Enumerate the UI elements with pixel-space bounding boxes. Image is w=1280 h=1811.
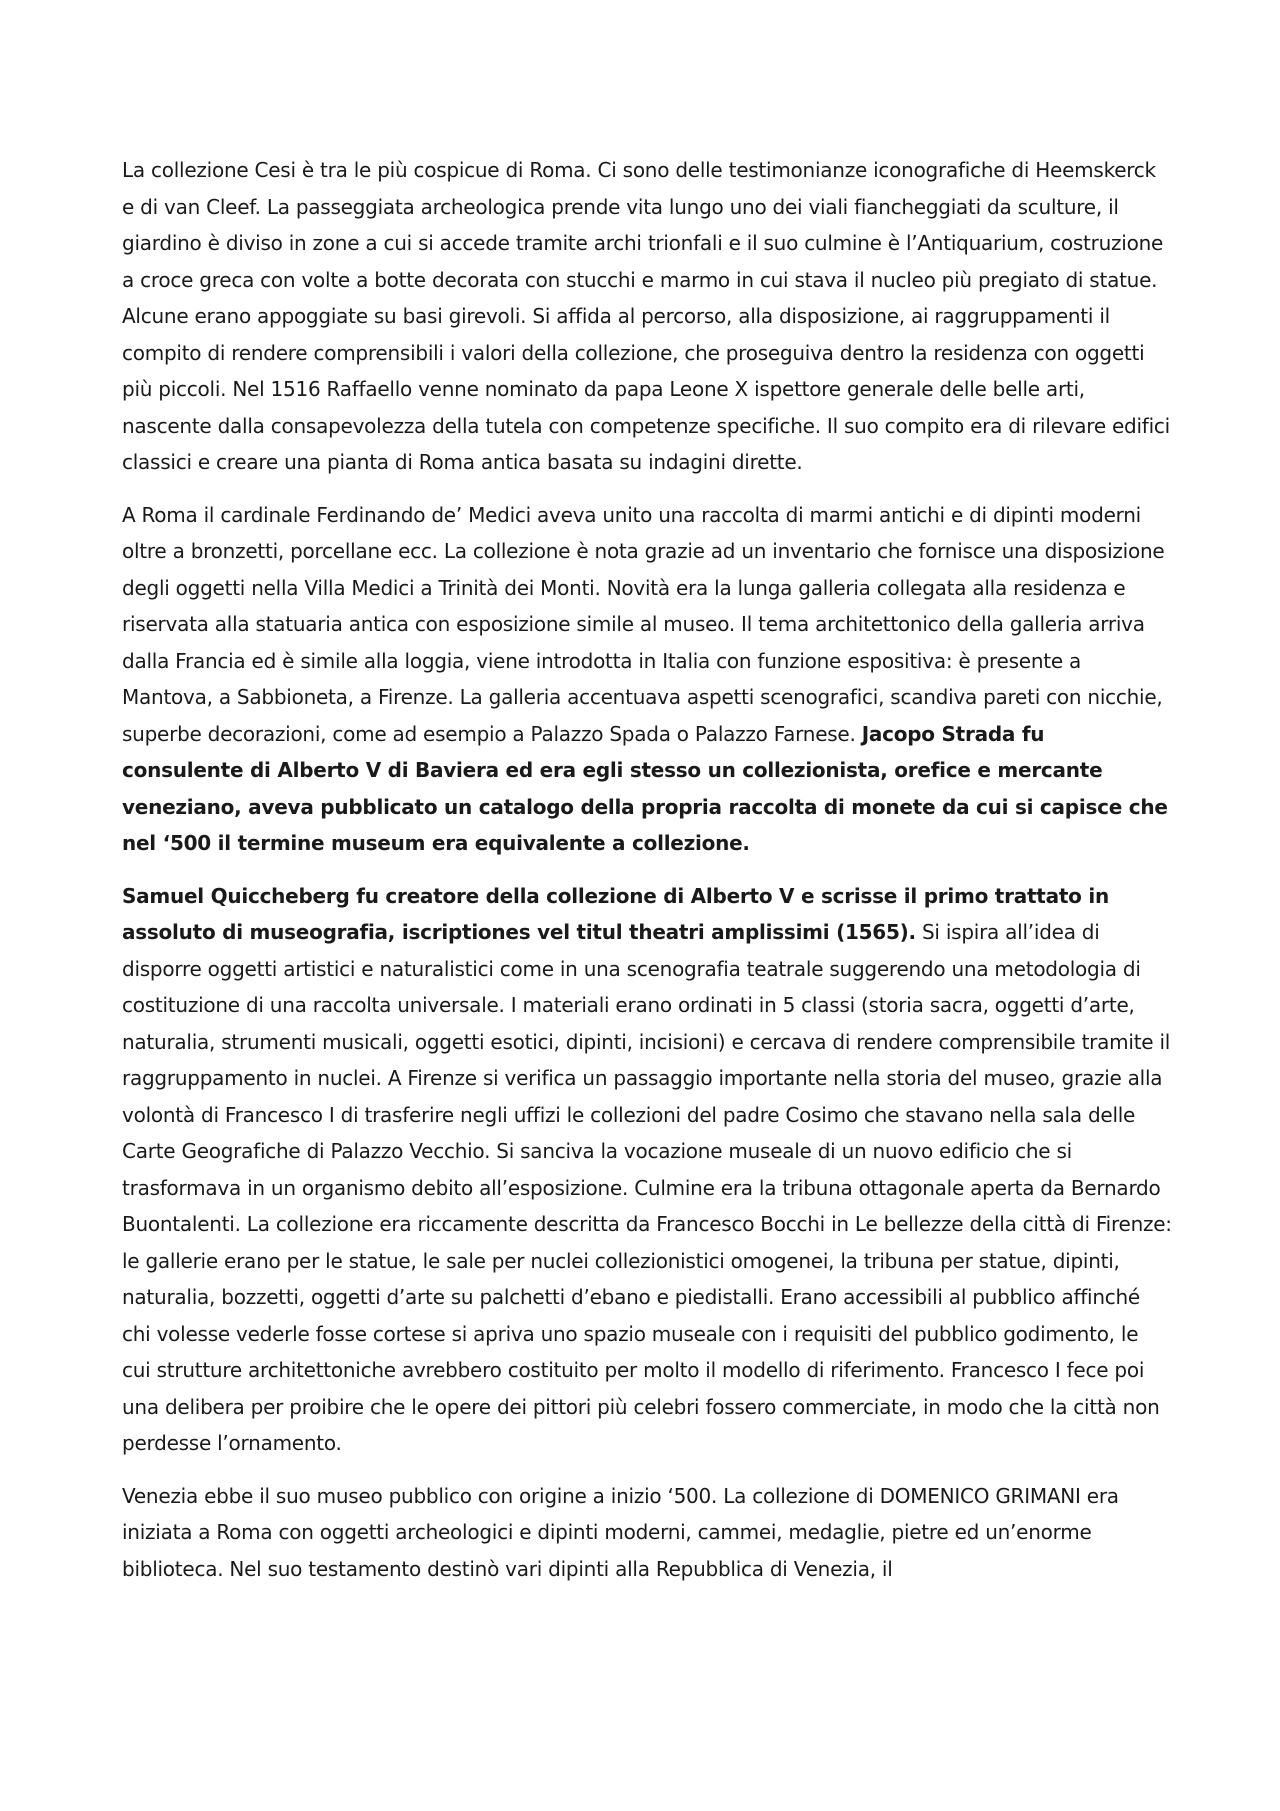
- paragraph-bold-text: Samuel Quiccheberg fu creatore della collezione di Alberto V e scrisse il primo trattato in assoluto di museografia, iscriptiones vel titul theatri amplissimi (1565).: [122, 883, 1109, 944]
- paragraph-collezione-cesi: [122, 152, 1172, 481]
- paragraph-text: Venezia ebbe il suo museo pubblico con origine a inizio ‘500. La collezione di DOMENICO GRIMANI era iniziata a Roma con oggetti archeologici e dipinti moderni, cammei, medaglie, pietre ed un’enorme biblioteca. Nel suo testamento destinò vari dipinti alla Repubblica di Venezia, il: [122, 1483, 1119, 1581]
- paragraph-text: La collezione Cesi è tra le più cospicue di Roma. Ci sono delle testimonianze iconografiche di Heemskerck e di van Cleef. La passeggiata archeologica prende vita lungo uno dei viali fiancheggiati da sculture, il giardino è diviso in zone a cui si accede tramite archi trionfali e il suo culmine è l’Antiquarium, costruzione a croce greca con volte a botte decorata con stucchi e marmo in cui stava il nucleo più pregiato di statue. Alcune erano appoggiate su basi girevoli. Si affida al percorso, alla disposizione, ai raggruppamenti il compito di rendere comprensibili i valori della collezione, che proseguiva dentro la residenza con oggetti più piccoli. Nel 1516 Raffaello venne nominato da papa Leone X ispettore generale delle belle arti, nascente dalla consapevolezza della tutela con competenze specifiche. Il suo compito era di rilevare edifici classici e creare una pianta di Roma antica basata su indagini dirette.: [122, 158, 1170, 474]
- paragraph-text: Si ispira all’idea di disporre oggetti artistici e naturalistici come in una scenografia teatrale suggerendo una metodologia di costituzione di una raccolta universale. I materiali erano ordinati in 5 classi (storia sacra, oggetti d’arte, naturalia, strumenti musicali, oggetti esotici, dipinti, incisioni) e cercava di rendere comprensibile tramite il raggruppamento in nuclei. A Firenze si verifica un passaggio importante nella storia del museo, grazie alla volontà di Francesco I di trasferire negli uffizi le collezioni del padre Cosimo che stavano nella sala delle Carte Geografiche di Palazzo Vecchio. Si sanciva la vocazione museale di un nuovo edificio che si trasformava in un organismo debito all’esposizione. Culmine era la tribuna ottagonale aperta da Bernardo Buontalenti. La collezione era riccamente descritta da Francesco Bocchi in Le bellezze della città di Firenze: le gallerie erano per le statue, le sale per nuclei collezionistici omogenei, la tribuna per statue, dipinti, naturalia, bozzetti, oggetti d’arte su palchetti d’ebano e piedistalli. Erano accessibili al pubblico affinché chi volesse vederle fosse cortese si apriva uno spazio museale con i requisiti del pubblico godimento, le cui strutture architettoniche avrebbero costituito per molto il modello di riferimento. Francesco I fece poi una delibera per proibire che le opere dei pittori più celebri fossero commerciate, in modo che la città non perdesse l’ornamento.: [122, 920, 1172, 1455]
- document-body: [122, 152, 1172, 1603]
- paragraph-samuel-quiccheberg: [122, 878, 1172, 1462]
- paragraph-text: A Roma il cardinale Ferdinando de’ Medici aveva unito una raccolta di marmi antichi e di dipinti moderni oltre a bronzetti, porcellane ecc. La collezione è nota grazie ad un inventario che fornisce una disposizione degli oggetti nella Villa Medici a Trinità dei Monti. Novità era la lunga galleria collegata alla residenza e riservata alla statuaria antica con esposizione simile al museo. Il tema architettonico della galleria arriva dalla Francia ed è simile alla loggia, viene introdotta in Italia con funzione espositiva: è presente a Mantova, a Sabbioneta, a Firenze. La galleria accentuava aspetti scenografici, scandiva pareti con nicchie, superbe decorazioni, come ad esempio a Palazzo Spada o Palazzo Farnese.: [122, 502, 1165, 746]
- paragraph-ferdinando-medici: [122, 497, 1172, 862]
- paragraph-bold-text: Jacopo Strada fu consulente di Alberto V di Baviera ed era egli stesso un collezionista, orefice e mercante veneziano, aveva pubblicato un catalogo della propria raccolta di monete da cui si capisce che nel ‘500 il termine museum era equivalente a collezione.: [122, 721, 1168, 855]
- paragraph-venezia-grimani: [122, 1478, 1172, 1588]
